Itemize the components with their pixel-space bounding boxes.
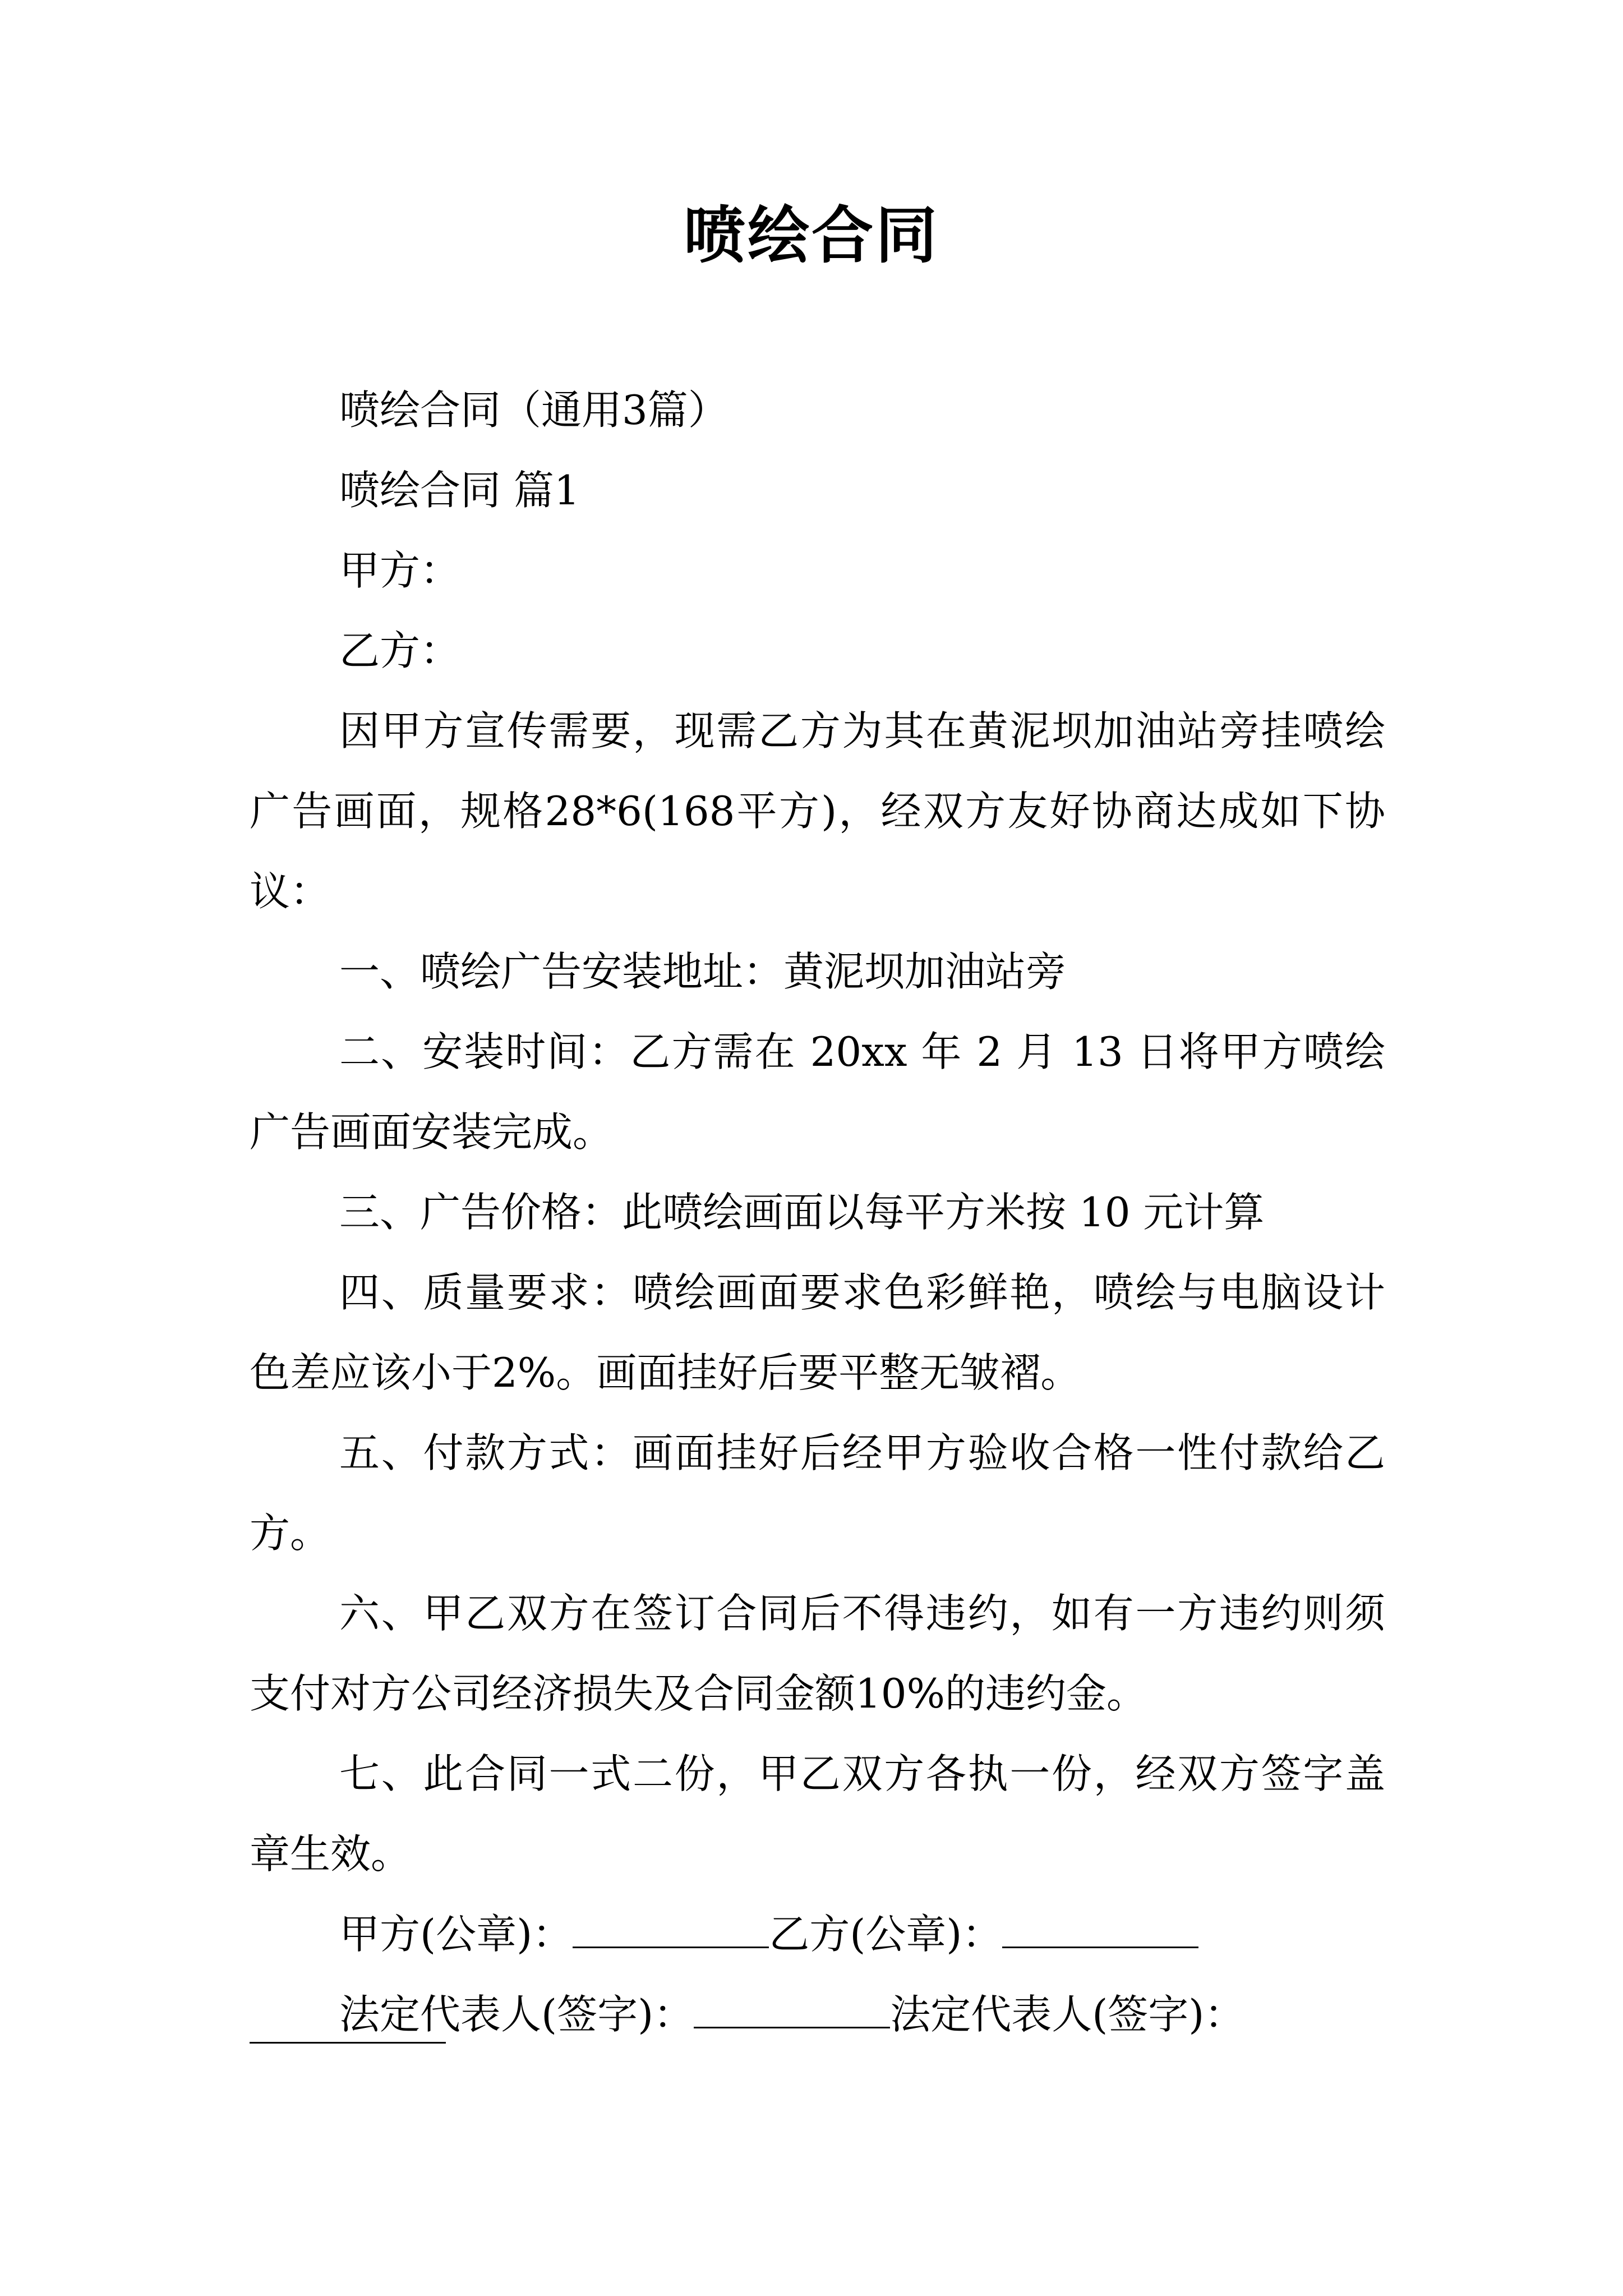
document-title: 喷绘合同: [684, 199, 939, 272]
signature-seal-line: [250, 1894, 1385, 1975]
paragraph-intro: 因甲方宣传需要，现需乙方为其在黄泥坝加油站旁挂喷绘广告画面，规格28*6(168平方)，经双方友好协商达成如下协议：: [250, 707, 1385, 915]
party-b-rep-blank: [250, 2042, 446, 2044]
clause-5: 五、付款方式：画面挂好后经甲方验收合格一性付款给乙方。: [250, 1429, 1385, 1557]
paragraph-party-a: 甲方：: [339, 547, 461, 594]
document-body: [250, 370, 1385, 2055]
paragraph-party-b: 乙方：: [339, 627, 461, 674]
party-a-seal-blank: [573, 1913, 769, 1948]
clause-7: 七、此合同一式二份，甲乙双方各执一份，经双方签字盖章生效。: [250, 1750, 1385, 1878]
party-a-rep-label: 法定代表人(签字)：: [339, 1991, 694, 2038]
party-a-rep-blank: [694, 1993, 890, 2028]
paragraph-subtitle: 喷绘合同（通用3篇）: [339, 386, 728, 434]
party-b-rep-label: 法定代表人(签字)：: [890, 1991, 1245, 2038]
clause-2: 二、安装时间：乙方需在 20xx 年 2 月 13 日将甲方喷绘广告画面安装完成。: [250, 1028, 1385, 1156]
clause-4: 四、质量要求：喷绘画面要求色彩鲜艳，喷绘与电脑设计色差应该小于2%。画面挂好后要平整无皱褶。: [250, 1269, 1385, 1396]
clause-6: 六、甲乙双方在签订合同后不得违约，如有一方违约则须支付对方公司经济损失及合同金额10%的违约金。: [250, 1590, 1385, 1717]
party-a-seal-label: 甲方(公章)：: [339, 1911, 573, 1958]
party-b-seal-blank: [1002, 1913, 1198, 1948]
party-b-seal-label: 乙方(公章)：: [769, 1911, 1003, 1958]
paragraph-section-heading: 喷绘合同 篇1: [339, 467, 580, 514]
clause-1: 一、喷绘广告安装地址：黄泥坝加油站旁: [339, 948, 1067, 995]
clause-3: 三、广告价格：此喷绘画面以每平方米按 10 元计算: [339, 1189, 1265, 1236]
